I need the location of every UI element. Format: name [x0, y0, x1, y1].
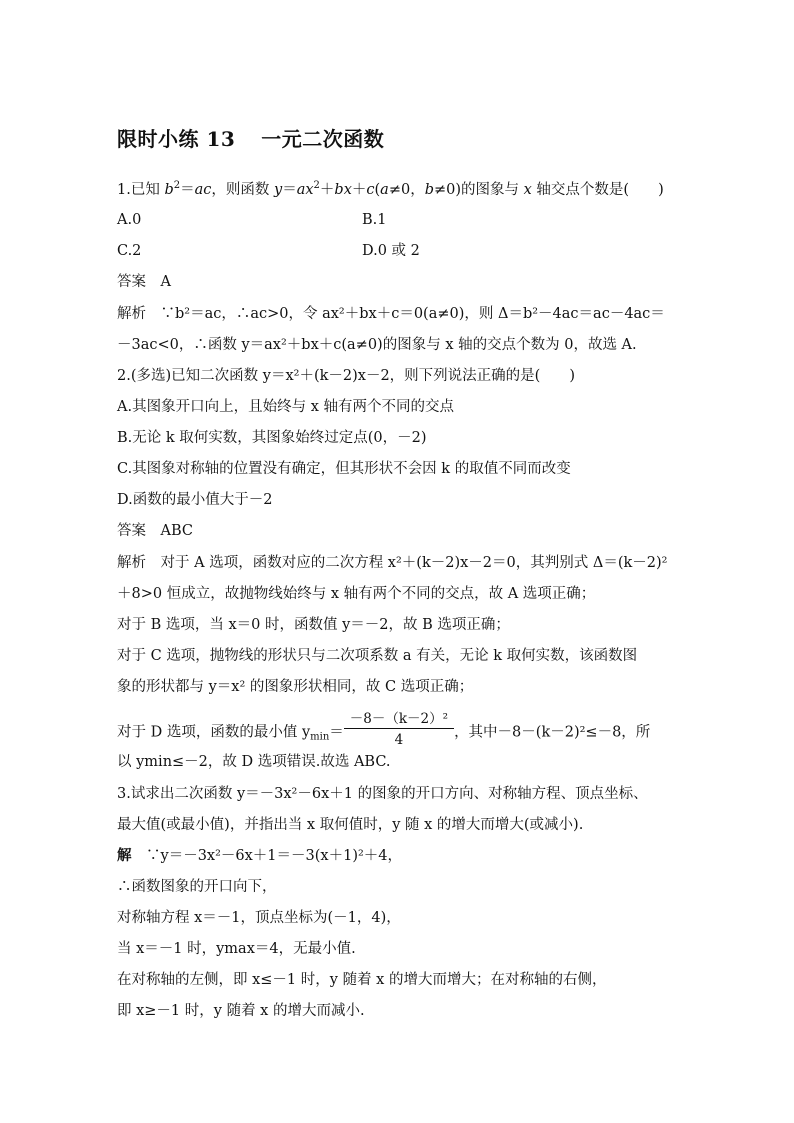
q1-option-b: B.1: [362, 212, 387, 228]
answer-value: ABC: [160, 523, 193, 539]
q3-solution-line1: 解 ∵y＝－3x²－6x＋1＝－3(x＋1)²＋4，: [117, 847, 403, 864]
q1-analysis-line1: 解析 ∵b²＝ac，∴ac>0，令 ax²＋bx＋c＝0(a≠0)，则 Δ＝b²－4ac＝ac－4ac＝: [117, 306, 665, 322]
q3-stem-line2: 最大值(或最小值)，并指出当 x 取何值时，y 随 x 的增大而增大(或减小).: [117, 817, 584, 833]
q2-analysis-line5: 象的形状都与 y＝x² 的图象形状相同，故 C 选项正确；: [117, 679, 474, 695]
q1-option-c: C.2: [117, 243, 142, 259]
q2-option-d: D.函数的最小值大于－2: [117, 492, 273, 508]
q2-analysis-line4: 对于 C 选项，抛物线的形状只与二次项系数 a 有关，无论 k 取何实数，该函数图: [117, 648, 638, 664]
q3-solution-line4: 当 x＝－1 时，ymax＝4，无最小值.: [117, 941, 356, 957]
q2-option-a: A.其图象开口向上，且始终与 x 轴有两个不同的交点: [117, 399, 454, 415]
title-sub: 一元二次函数: [261, 127, 385, 151]
fraction: [344, 710, 454, 751]
q1-answer: [117, 272, 171, 292]
q1-stem: 1.已知 $b^2=ac$，则函数 $y=ax^2+bx+c(a\ne 0$，b≠0)的图象与 x 轴交点个数是( ): [117, 180, 664, 198]
analysis-label: 解析: [117, 555, 146, 571]
q2-stem: 2.(多选)已知二次函数 y＝x²＋(k－2)x－2，则下列说法正确的是( ): [117, 368, 575, 384]
answer-label: 答案: [117, 523, 146, 539]
solution-label: 解: [117, 847, 132, 864]
q2-option-b: B.无论 k 取何实数，其图象始终过定点(0，－2): [117, 430, 427, 446]
q1-option-d: D.0 或 2: [362, 243, 420, 259]
q2-option-c: C.其图象对称轴的位置没有确定，但其形状不会因 k 的取值不同而改变: [117, 461, 571, 477]
title-main: 限时小练 13: [117, 127, 236, 151]
fraction-numerator: －8－（k－2）²: [344, 710, 454, 729]
q2-analysis-line1: 解析 对于 A 选项，函数对应的二次方程 x²＋(k－2)x－2＝0，其判别式 Δ＝(k－2)²: [117, 555, 668, 571]
fraction-denominator: 4: [394, 732, 404, 748]
analysis-label: 解析: [117, 306, 146, 322]
q2-analysis-line2: ＋8>0 恒成立，故抛物线始终与 x 轴有两个不同的交点，故 A 选项正确；: [117, 586, 596, 602]
q2-analysis-line3: 对于 B 选项，当 x＝0 时，函数值 y＝－2，故 B 选项正确；: [117, 617, 510, 633]
page-title: [117, 123, 384, 152]
q1-analysis-line2: －3ac<0，∴函数 y＝ax²＋bx＋c(a≠0)的图象与 x 轴的交点个数为 0，故选 A.: [117, 337, 637, 353]
q3-solution-line6: 即 x≥－1 时，y 随着 x 的增大而减小.: [117, 1003, 365, 1019]
q3-solution-line2: ∴函数图象的开口向下，: [117, 879, 277, 895]
q3-solution-line5: 在对称轴的左侧，即 x≤－1 时，y 随着 x 的增大而增大；在对称轴的右侧，: [117, 972, 607, 988]
answer-label: 答案: [117, 274, 146, 290]
q2-analysis-line6: 对于 D 选项，函数的最小值 $y_{min}=$ $\frac{\text{－8－（k－2）²}}{4}$ ，其中－8－(k－2)²≤－8，所: [117, 712, 650, 753]
q3-solution-line3: 对称轴方程 x＝－1，顶点坐标为(－1，4)，: [117, 910, 401, 926]
q1-option-a: A.0: [117, 212, 142, 228]
answer-value: A: [160, 274, 171, 290]
q2-analysis-line7: 以 ymin≤－2，故 D 选项错误.故选 ABC.: [117, 754, 391, 770]
q2-answer: [117, 521, 193, 541]
q3-stem-line1: 3.试求出二次函数 y＝－3x²－6x＋1 的图象的开口方向、对称轴方程、顶点坐标、: [117, 786, 648, 802]
